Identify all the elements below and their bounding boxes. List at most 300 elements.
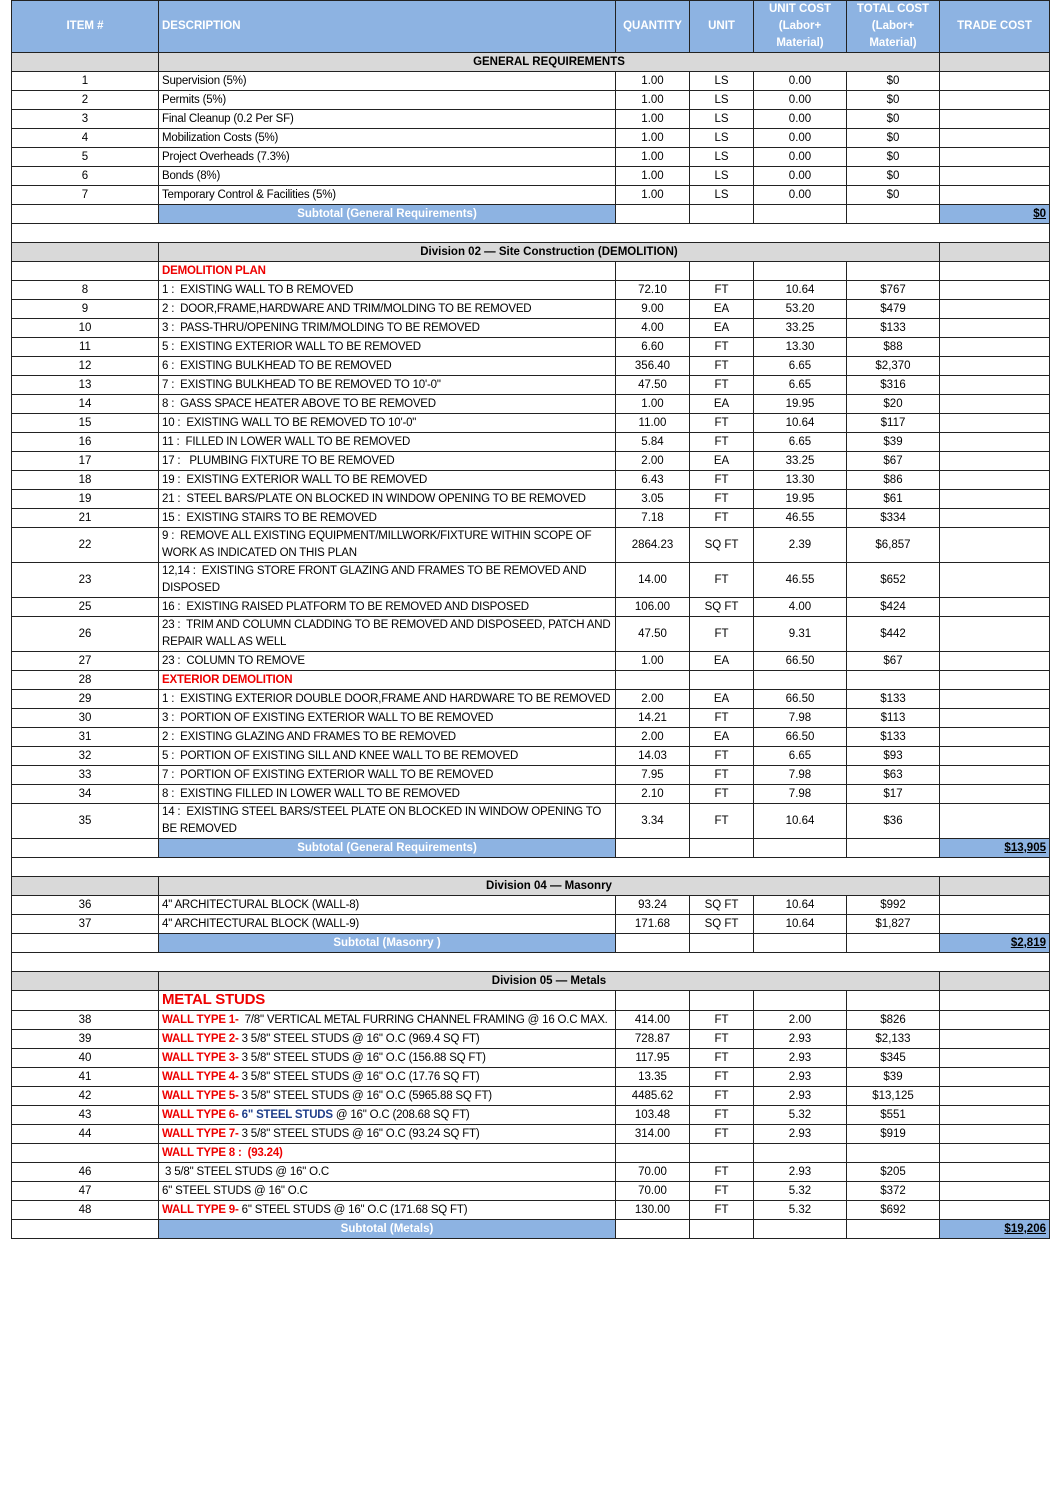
description bbox=[159, 281, 616, 300]
unit-cost: 2.93 bbox=[754, 1163, 847, 1182]
unit-cost: 0.00 bbox=[754, 148, 847, 167]
quantity: 414.00 bbox=[616, 1011, 690, 1030]
item-number: 30 bbox=[12, 709, 159, 728]
empty-cell bbox=[754, 1220, 847, 1239]
unit-cost: 7.98 bbox=[754, 766, 847, 785]
unit: FT bbox=[690, 709, 754, 728]
section-spacer bbox=[12, 53, 159, 72]
item-number: 35 bbox=[12, 804, 159, 839]
description bbox=[159, 1087, 616, 1106]
line-item-row bbox=[12, 617, 1050, 652]
empty-cell bbox=[847, 934, 940, 953]
section-header-row bbox=[12, 243, 1050, 262]
trade-cost bbox=[940, 804, 1050, 839]
description-text: 12,14 : EXISTING STORE FRONT GLAZING AND FRAMES TO BE REMOVED AND DISPOSED bbox=[162, 565, 590, 594]
total-cost: $67 bbox=[847, 452, 940, 471]
trade-cost bbox=[940, 747, 1050, 766]
item-number: 14 bbox=[12, 395, 159, 414]
total-cost: $372 bbox=[847, 1182, 940, 1201]
empty-cell bbox=[847, 205, 940, 224]
description-text: 3 5/8" STEEL STUDS @ 16" O.C (969.4 SQ FT) bbox=[238, 1032, 480, 1045]
description-text: 3 5/8" STEEL STUDS @ 16" O.C (17.76 SQ FT) bbox=[238, 1070, 480, 1083]
unit-cost: 6.65 bbox=[754, 747, 847, 766]
line-item-row bbox=[12, 110, 1050, 129]
trade-cost bbox=[940, 1106, 1050, 1125]
description bbox=[159, 1030, 616, 1049]
unit: EA bbox=[690, 652, 754, 671]
unit-cost: 7.98 bbox=[754, 785, 847, 804]
trade-cost bbox=[940, 652, 1050, 671]
trade-cost bbox=[940, 915, 1050, 934]
line-item-row bbox=[12, 747, 1050, 766]
description-prefix: WALL TYPE 3- bbox=[162, 1051, 239, 1064]
description bbox=[159, 1011, 616, 1030]
description bbox=[159, 148, 616, 167]
quantity: 14.00 bbox=[616, 563, 690, 598]
empty-cell bbox=[847, 262, 940, 281]
unit-cost: 2.93 bbox=[754, 1087, 847, 1106]
description-text: 23 : COLUMN TO REMOVE bbox=[162, 654, 305, 667]
unit-cost: 10.64 bbox=[754, 414, 847, 433]
description-prefix: WALL TYPE 1- bbox=[162, 1013, 239, 1026]
description-text: 6 : EXISTING BULKHEAD TO BE REMOVED bbox=[162, 359, 392, 372]
total-cost: $63 bbox=[847, 766, 940, 785]
unit-cost: 19.95 bbox=[754, 395, 847, 414]
unit-cost: 2.93 bbox=[754, 1125, 847, 1144]
blank-cell bbox=[12, 858, 1050, 877]
description-text: 7 : PORTION OF EXISTING EXTERIOR WALL TO BE REMOVED bbox=[162, 768, 494, 781]
item-cell bbox=[12, 205, 159, 224]
subtotal-value: $13,905 bbox=[940, 839, 1050, 858]
description bbox=[159, 1049, 616, 1068]
description-text: Mobilization Costs (5%) bbox=[162, 131, 279, 144]
unit-cost: 5.32 bbox=[754, 1106, 847, 1125]
section-header-row bbox=[12, 53, 1050, 72]
description bbox=[159, 471, 616, 490]
trade-cost bbox=[940, 433, 1050, 452]
item-number: 47 bbox=[12, 1182, 159, 1201]
item-number: 22 bbox=[12, 528, 159, 563]
description-text: 17 : PLUMBING FIXTURE TO BE REMOVED bbox=[162, 454, 395, 467]
quantity: 2864.23 bbox=[616, 528, 690, 563]
trade-cost bbox=[940, 452, 1050, 471]
description-text: 3 : PASS-THRU/OPENING TRIM/MOLDING TO BE REMOVED bbox=[162, 321, 480, 334]
empty-cell bbox=[847, 1220, 940, 1239]
description bbox=[159, 747, 616, 766]
line-item-row bbox=[12, 1068, 1050, 1087]
item-number: 2 bbox=[12, 91, 159, 110]
description-prefix: WALL TYPE 7- bbox=[162, 1127, 239, 1140]
quantity: 14.21 bbox=[616, 709, 690, 728]
unit-cost: 5.32 bbox=[754, 1201, 847, 1220]
description bbox=[159, 452, 616, 471]
description bbox=[159, 319, 616, 338]
quantity: 6.43 bbox=[616, 471, 690, 490]
description bbox=[159, 1068, 616, 1087]
total-cost: $0 bbox=[847, 91, 940, 110]
description-text: Temporary Control & Facilities (5%) bbox=[162, 188, 336, 201]
quantity: 1.00 bbox=[616, 129, 690, 148]
total-cost: $0 bbox=[847, 72, 940, 91]
item-number: 3 bbox=[12, 110, 159, 129]
quantity: 3.34 bbox=[616, 804, 690, 839]
empty-cell bbox=[690, 262, 754, 281]
item-number: 9 bbox=[12, 300, 159, 319]
trade-cost bbox=[940, 690, 1050, 709]
trade-cost bbox=[940, 785, 1050, 804]
line-item-row bbox=[12, 300, 1050, 319]
unit-cost: 33.25 bbox=[754, 319, 847, 338]
total-cost: $93 bbox=[847, 747, 940, 766]
description-text: 5 : PORTION OF EXISTING SILL AND KNEE WALL TO BE REMOVED bbox=[162, 749, 519, 762]
empty-cell bbox=[616, 1220, 690, 1239]
item-number: 4 bbox=[12, 129, 159, 148]
unit: FT bbox=[690, 433, 754, 452]
unit: LS bbox=[690, 110, 754, 129]
unit-cost: 2.39 bbox=[754, 528, 847, 563]
quantity: 70.00 bbox=[616, 1163, 690, 1182]
quantity: 7.18 bbox=[616, 509, 690, 528]
trade-cost bbox=[940, 896, 1050, 915]
section-title: Division 02 — Site Construction (DEMOLITION) bbox=[159, 243, 940, 262]
quantity: 93.24 bbox=[616, 896, 690, 915]
total-cost: $2,370 bbox=[847, 357, 940, 376]
line-item-row bbox=[12, 804, 1050, 839]
description bbox=[159, 72, 616, 91]
description bbox=[159, 91, 616, 110]
section-header-row bbox=[12, 972, 1050, 991]
unit: LS bbox=[690, 129, 754, 148]
quantity: 6.60 bbox=[616, 338, 690, 357]
unit-cost: 66.50 bbox=[754, 728, 847, 747]
unit-cost: 0.00 bbox=[754, 72, 847, 91]
trade-cost bbox=[940, 671, 1050, 690]
subtotal-row bbox=[12, 839, 1050, 858]
item-number: 21 bbox=[12, 509, 159, 528]
description-text: 11 : FILLED IN LOWER WALL TO BE REMOVED bbox=[162, 435, 411, 448]
unit-cost: 10.64 bbox=[754, 281, 847, 300]
header-total-cost: TOTAL COST (Labor+ Material) bbox=[847, 1, 940, 53]
description-text: 1 : EXISTING WALL TO B REMOVED bbox=[162, 283, 354, 296]
unit: FT bbox=[690, 563, 754, 598]
total-cost: $17 bbox=[847, 785, 940, 804]
trade-cost bbox=[940, 1011, 1050, 1030]
unit-cost: 33.25 bbox=[754, 452, 847, 471]
item-number: 10 bbox=[12, 319, 159, 338]
description-text: 2 : DOOR,FRAME,HARDWARE AND TRIM/MOLDING TO BE REMOVED bbox=[162, 302, 532, 315]
unit-cost: 4.00 bbox=[754, 598, 847, 617]
empty-cell bbox=[690, 205, 754, 224]
quantity: 117.95 bbox=[616, 1049, 690, 1068]
trade-cost bbox=[940, 1087, 1050, 1106]
quantity: 2.00 bbox=[616, 728, 690, 747]
description-text: 3 5/8" STEEL STUDS @ 16" O.C (156.88 SQ FT) bbox=[238, 1051, 486, 1064]
line-item-row bbox=[12, 1163, 1050, 1182]
description-text: 14 : EXISTING STEEL BARS/STEEL PLATE ON BLOCKED IN WINDOW OPENING TO BE REMOVED bbox=[162, 806, 605, 835]
description-text: 7/8" VERTICAL METAL FURRING CHANNEL FRAMING @ 16 O.C MAX. bbox=[238, 1013, 608, 1026]
line-item-row bbox=[12, 509, 1050, 528]
line-item-row bbox=[12, 338, 1050, 357]
quantity: 7.95 bbox=[616, 766, 690, 785]
description bbox=[159, 1163, 616, 1182]
unit-cost: 9.31 bbox=[754, 617, 847, 652]
trade-cost bbox=[940, 262, 1050, 281]
trade-cost bbox=[940, 1163, 1050, 1182]
item-number: 29 bbox=[12, 690, 159, 709]
unit-cost: 0.00 bbox=[754, 91, 847, 110]
empty-cell bbox=[690, 1144, 754, 1163]
line-item-row bbox=[12, 129, 1050, 148]
line-item-row bbox=[12, 1106, 1050, 1125]
trade-cost bbox=[940, 281, 1050, 300]
unit: FT bbox=[690, 804, 754, 839]
unit: FT bbox=[690, 509, 754, 528]
quantity: 4485.62 bbox=[616, 1087, 690, 1106]
description bbox=[159, 690, 616, 709]
quantity: 130.00 bbox=[616, 1201, 690, 1220]
item-cell bbox=[12, 839, 159, 858]
trade-cost bbox=[940, 72, 1050, 91]
subtotal-label: Subtotal (Masonry ) bbox=[159, 934, 616, 953]
empty-cell bbox=[616, 839, 690, 858]
section-title: Division 05 — Metals bbox=[159, 972, 940, 991]
quantity: 70.00 bbox=[616, 1182, 690, 1201]
unit: SQ FT bbox=[690, 915, 754, 934]
cost-estimate-table bbox=[11, 0, 1050, 1239]
line-item-row bbox=[12, 72, 1050, 91]
description-prefix: WALL TYPE 8 : (93.24) bbox=[162, 1146, 283, 1159]
unit: FT bbox=[690, 490, 754, 509]
blank-row bbox=[12, 953, 1050, 972]
description-text: 5 : EXISTING EXTERIOR WALL TO BE REMOVED bbox=[162, 340, 421, 353]
description-text: 8 : GASS SPACE HEATER ABOVE TO BE REMOVED bbox=[162, 397, 436, 410]
line-item-row bbox=[12, 186, 1050, 205]
description bbox=[159, 563, 616, 598]
total-cost: $205 bbox=[847, 1163, 940, 1182]
line-item-row bbox=[12, 357, 1050, 376]
header-unit-cost: UNIT COST (Labor+ Material) bbox=[754, 1, 847, 53]
description-text: 3 5/8" STEEL STUDS @ 16" O.C (93.24 SQ FT) bbox=[238, 1127, 480, 1140]
total-cost: $39 bbox=[847, 433, 940, 452]
quantity: 1.00 bbox=[616, 110, 690, 129]
total-cost: $117 bbox=[847, 414, 940, 433]
item-number: 8 bbox=[12, 281, 159, 300]
category-label-row bbox=[12, 262, 1050, 281]
total-cost: $0 bbox=[847, 167, 940, 186]
quantity: 106.00 bbox=[616, 598, 690, 617]
description-text: 6" STEEL STUDS @ 16" O.C (171.68 SQ FT) bbox=[238, 1203, 468, 1216]
line-item-row bbox=[12, 414, 1050, 433]
total-cost: $919 bbox=[847, 1125, 940, 1144]
unit-cost: 6.65 bbox=[754, 376, 847, 395]
quantity: 1.00 bbox=[616, 72, 690, 91]
description-prefix: DEMOLITION PLAN bbox=[162, 264, 266, 277]
unit-cost: 6.65 bbox=[754, 357, 847, 376]
section-spacer bbox=[940, 243, 1050, 262]
header-item: ITEM # bbox=[12, 1, 159, 53]
trade-cost bbox=[940, 563, 1050, 598]
section-spacer bbox=[940, 53, 1050, 72]
line-item-row bbox=[12, 690, 1050, 709]
description-prefix: WALL TYPE 2- bbox=[162, 1032, 239, 1045]
description bbox=[159, 357, 616, 376]
description bbox=[159, 395, 616, 414]
description-text: 8 : EXISTING FILLED IN LOWER WALL TO BE REMOVED bbox=[162, 787, 460, 800]
unit-cost: 10.64 bbox=[754, 896, 847, 915]
item-number: 25 bbox=[12, 598, 159, 617]
item-number: 46 bbox=[12, 1163, 159, 1182]
line-item-row bbox=[12, 528, 1050, 563]
description-text: 6" STEEL STUDS @ 16" O.C bbox=[162, 1184, 308, 1197]
subtotal-value: $0 bbox=[940, 205, 1050, 224]
trade-cost bbox=[940, 598, 1050, 617]
item-number: 34 bbox=[12, 785, 159, 804]
quantity: 1.00 bbox=[616, 186, 690, 205]
header-trade-cost: TRADE COST bbox=[940, 1, 1050, 53]
item-number: 36 bbox=[12, 896, 159, 915]
subtotal-row bbox=[12, 205, 1050, 224]
unit-cost: 53.20 bbox=[754, 300, 847, 319]
trade-cost bbox=[940, 1144, 1050, 1163]
description bbox=[159, 186, 616, 205]
unit-cost: 0.00 bbox=[754, 129, 847, 148]
description-text: 4" ARCHITECTURAL BLOCK (WALL-9) bbox=[162, 917, 360, 930]
item-number: 18 bbox=[12, 471, 159, 490]
trade-cost bbox=[940, 509, 1050, 528]
empty-cell bbox=[616, 671, 690, 690]
quantity: 728.87 bbox=[616, 1030, 690, 1049]
unit-cost: 13.30 bbox=[754, 338, 847, 357]
total-cost: $20 bbox=[847, 395, 940, 414]
description bbox=[159, 766, 616, 785]
trade-cost bbox=[940, 300, 1050, 319]
description-text: 21 : STEEL BARS/PLATE ON BLOCKED IN WINDOW OPENING TO BE REMOVED bbox=[162, 492, 586, 505]
description-text: 3 : PORTION OF EXISTING EXTERIOR WALL TO BE REMOVED bbox=[162, 711, 494, 724]
description-text: 3 5/8" STEEL STUDS @ 16" O.C bbox=[162, 1165, 330, 1178]
empty-cell bbox=[754, 205, 847, 224]
unit: FT bbox=[690, 338, 754, 357]
description bbox=[159, 709, 616, 728]
trade-cost bbox=[940, 395, 1050, 414]
quantity: 2.10 bbox=[616, 785, 690, 804]
item-number: 28 bbox=[12, 671, 159, 690]
empty-cell bbox=[754, 1144, 847, 1163]
description bbox=[159, 1125, 616, 1144]
unit: FT bbox=[690, 785, 754, 804]
trade-cost bbox=[940, 148, 1050, 167]
unit: EA bbox=[690, 319, 754, 338]
unit: EA bbox=[690, 690, 754, 709]
unit: FT bbox=[690, 1068, 754, 1087]
unit-cost: 2.93 bbox=[754, 1068, 847, 1087]
unit: LS bbox=[690, 72, 754, 91]
item-number: 33 bbox=[12, 766, 159, 785]
unit-cost: 6.65 bbox=[754, 433, 847, 452]
trade-cost bbox=[940, 728, 1050, 747]
quantity: 1.00 bbox=[616, 91, 690, 110]
trade-cost bbox=[940, 1068, 1050, 1087]
item-number: 16 bbox=[12, 433, 159, 452]
empty-cell bbox=[616, 991, 690, 1011]
quantity: 5.84 bbox=[616, 433, 690, 452]
total-cost: $652 bbox=[847, 563, 940, 598]
total-cost: $424 bbox=[847, 598, 940, 617]
unit: SQ FT bbox=[690, 528, 754, 563]
line-item-row bbox=[12, 1125, 1050, 1144]
total-cost: $2,133 bbox=[847, 1030, 940, 1049]
quantity: 356.40 bbox=[616, 357, 690, 376]
trade-cost bbox=[940, 709, 1050, 728]
description bbox=[159, 376, 616, 395]
unit-cost: 46.55 bbox=[754, 509, 847, 528]
item-number: 6 bbox=[12, 167, 159, 186]
total-cost: $0 bbox=[847, 186, 940, 205]
total-cost: $345 bbox=[847, 1049, 940, 1068]
trade-cost bbox=[940, 414, 1050, 433]
total-cost: $334 bbox=[847, 509, 940, 528]
total-cost: $13,125 bbox=[847, 1087, 940, 1106]
quantity: 14.03 bbox=[616, 747, 690, 766]
quantity: 47.50 bbox=[616, 376, 690, 395]
unit: LS bbox=[690, 148, 754, 167]
description-text: 10 : EXISTING WALL TO BE REMOVED TO 10'-0" bbox=[162, 416, 417, 429]
empty-cell bbox=[754, 934, 847, 953]
subtotal-label: Subtotal (Metals) bbox=[159, 1220, 616, 1239]
trade-cost bbox=[940, 1030, 1050, 1049]
empty-cell bbox=[616, 262, 690, 281]
trade-cost bbox=[940, 1201, 1050, 1220]
total-cost: $6,857 bbox=[847, 528, 940, 563]
line-item-row bbox=[12, 598, 1050, 617]
section-spacer bbox=[940, 877, 1050, 896]
trade-cost bbox=[940, 319, 1050, 338]
description-text: 23 : TRIM AND COLUMN CLADDING TO BE REMOVED AND DISPOSEED, PATCH AND REPAIR WALL AS WELL bbox=[162, 619, 614, 648]
unit: FT bbox=[690, 1106, 754, 1125]
empty-cell bbox=[690, 991, 754, 1011]
line-item-row bbox=[12, 91, 1050, 110]
item-number: 38 bbox=[12, 1011, 159, 1030]
unit: SQ FT bbox=[690, 598, 754, 617]
empty-cell bbox=[847, 671, 940, 690]
trade-cost bbox=[940, 617, 1050, 652]
header-row bbox=[12, 1, 1050, 53]
trade-cost bbox=[940, 471, 1050, 490]
unit: SQ FT bbox=[690, 896, 754, 915]
subtotal-row bbox=[12, 1220, 1050, 1239]
quantity: 11.00 bbox=[616, 414, 690, 433]
empty-cell bbox=[616, 934, 690, 953]
unit-cost: 2.93 bbox=[754, 1030, 847, 1049]
total-cost: $316 bbox=[847, 376, 940, 395]
line-item-row bbox=[12, 728, 1050, 747]
description-prefix: EXTERIOR DEMOLITION bbox=[162, 673, 293, 686]
line-item-row bbox=[12, 1087, 1050, 1106]
trade-cost bbox=[940, 528, 1050, 563]
quantity: 4.00 bbox=[616, 319, 690, 338]
category-label-row bbox=[12, 991, 1050, 1011]
empty-cell bbox=[616, 205, 690, 224]
unit-cost: 19.95 bbox=[754, 490, 847, 509]
empty-cell bbox=[847, 991, 940, 1011]
item-number: 43 bbox=[12, 1106, 159, 1125]
trade-cost bbox=[940, 490, 1050, 509]
line-item-row bbox=[12, 471, 1050, 490]
description-text: 1 : EXISTING EXTERIOR DOUBLE DOOR,FRAME AND HARDWARE TO BE REMOVED bbox=[162, 692, 611, 705]
unit-cost: 0.00 bbox=[754, 167, 847, 186]
line-item-row bbox=[12, 395, 1050, 414]
description-prefix: WALL TYPE 9- bbox=[162, 1203, 239, 1216]
unit-cost: 13.30 bbox=[754, 471, 847, 490]
